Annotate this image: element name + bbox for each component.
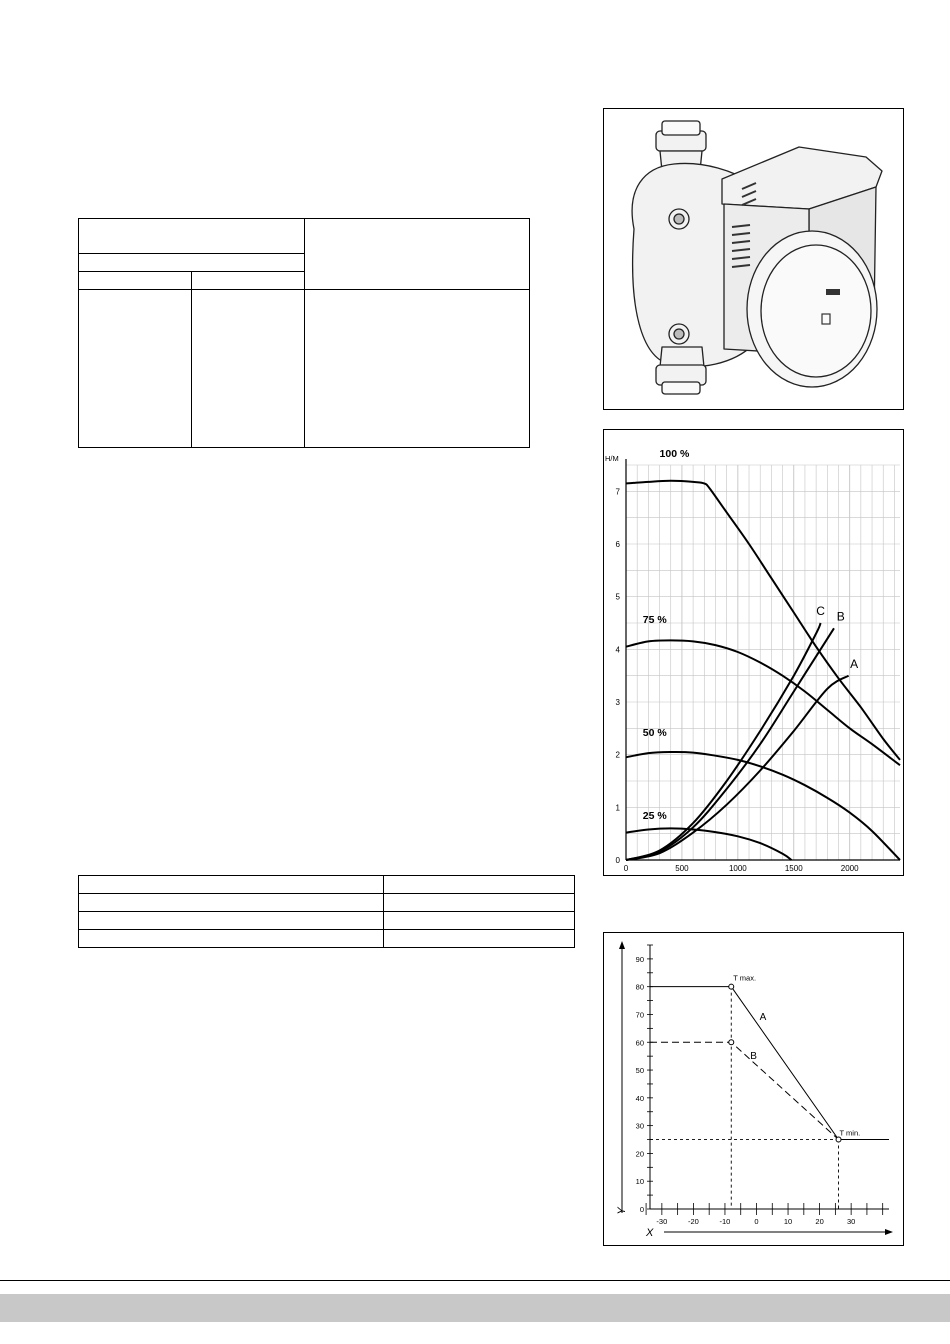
heating-curve-line [650, 987, 889, 1140]
speed-curve-label: 75 % [642, 614, 667, 626]
y-tick-label: 40 [635, 1093, 644, 1103]
x-tick-label: -20 [687, 1217, 699, 1226]
spec-table [78, 218, 530, 448]
y-tick-label: 4 [615, 645, 620, 655]
y-tick-label: 2 [615, 750, 620, 760]
spec-table-cell [79, 254, 305, 272]
x-tick-label: 30 [846, 1217, 856, 1226]
spec-table-cell [192, 272, 305, 290]
speed-curve-label: 100 % [659, 448, 690, 461]
b-max-marker [729, 1040, 734, 1045]
x-tick-label: 0 [623, 864, 629, 873]
x-tick-label: 1000 [728, 864, 747, 873]
settings-table [78, 875, 575, 948]
y-tick-label: 0 [639, 1205, 644, 1214]
settings-table-cell [384, 876, 575, 894]
pump-curve-chart [604, 430, 903, 875]
x-tick-label: -30 [656, 1217, 668, 1226]
speed-curve [626, 640, 900, 765]
y-tick-label: 80 [635, 982, 644, 992]
pump-curve-frame [603, 429, 904, 876]
spec-table-cell [305, 290, 530, 448]
pump-illustration-frame [603, 108, 904, 410]
y-axis-label: Y [616, 1207, 628, 1215]
y-tick-label: 10 [635, 1177, 644, 1187]
tmin-label: T min. [839, 1128, 861, 1138]
system-curve [626, 628, 834, 860]
x-tick-label: 1500 [784, 864, 803, 873]
settings-table-cell [384, 930, 575, 948]
system-curve-label: A [850, 656, 859, 671]
y-tick-label: 20 [635, 1149, 644, 1159]
x-tick-label: 0 [754, 1217, 759, 1226]
system-curve-label: C [816, 604, 825, 619]
x-arrow-head [885, 1229, 893, 1235]
x-tick-label: 20 [815, 1217, 824, 1226]
y-tick-label: 1 [615, 803, 620, 813]
y-tick-label: 7 [615, 487, 620, 497]
y-tick-label: 50 [635, 1066, 644, 1076]
spec-table-cell [305, 219, 530, 290]
speed-curve-label: 25 % [642, 809, 667, 822]
settings-table-cell [79, 876, 384, 894]
x-tick-label: 10 [783, 1217, 793, 1226]
spec-table-cell [192, 290, 305, 448]
speed-curve-label: 50 % [642, 727, 667, 740]
y-tick-label: 6 [615, 540, 620, 549]
y-tick-label: 60 [635, 1038, 644, 1048]
series-label: B [750, 1050, 757, 1062]
x-tick-label: -10 [719, 1217, 731, 1226]
heating-curve-chart [604, 933, 903, 1245]
settings-table-cell [384, 912, 575, 930]
speed-curve [626, 481, 900, 760]
tmin-marker [836, 1137, 841, 1142]
y-tick-label: 30 [635, 1121, 644, 1131]
tmax-marker [729, 984, 734, 989]
circulation-pump-illustration [604, 109, 903, 409]
system-curve [626, 623, 821, 860]
settings-table-cell [79, 930, 384, 948]
settings-table-cell [79, 912, 384, 930]
spec-table-cell [79, 290, 192, 448]
x-axis-label: X [646, 1227, 654, 1239]
y-tick-label: 0 [615, 856, 620, 865]
heating-curve-line [650, 1042, 839, 1139]
y-tick-label: 3 [615, 698, 620, 707]
settings-table-cell [79, 894, 384, 912]
spec-table-cell [79, 272, 192, 290]
heating-curve-frame [603, 932, 904, 1246]
y-tick-label: 90 [635, 954, 644, 964]
y-tick-label: 70 [635, 1010, 644, 1020]
footer-rule [0, 1280, 950, 1281]
y-tick-label: 5 [615, 592, 620, 602]
x-tick-label: 2000 [840, 864, 859, 873]
settings-table-cell [384, 894, 575, 912]
x-tick-label: 500 [675, 864, 689, 873]
system-curve-label: B [836, 609, 845, 624]
tmax-label: T max. [733, 973, 757, 983]
spec-table-cell [79, 219, 305, 254]
y-arrow-head [619, 941, 625, 949]
footer-band [0, 1294, 950, 1322]
series-label: A [759, 1012, 767, 1024]
y-axis-label: H/M [605, 454, 619, 463]
